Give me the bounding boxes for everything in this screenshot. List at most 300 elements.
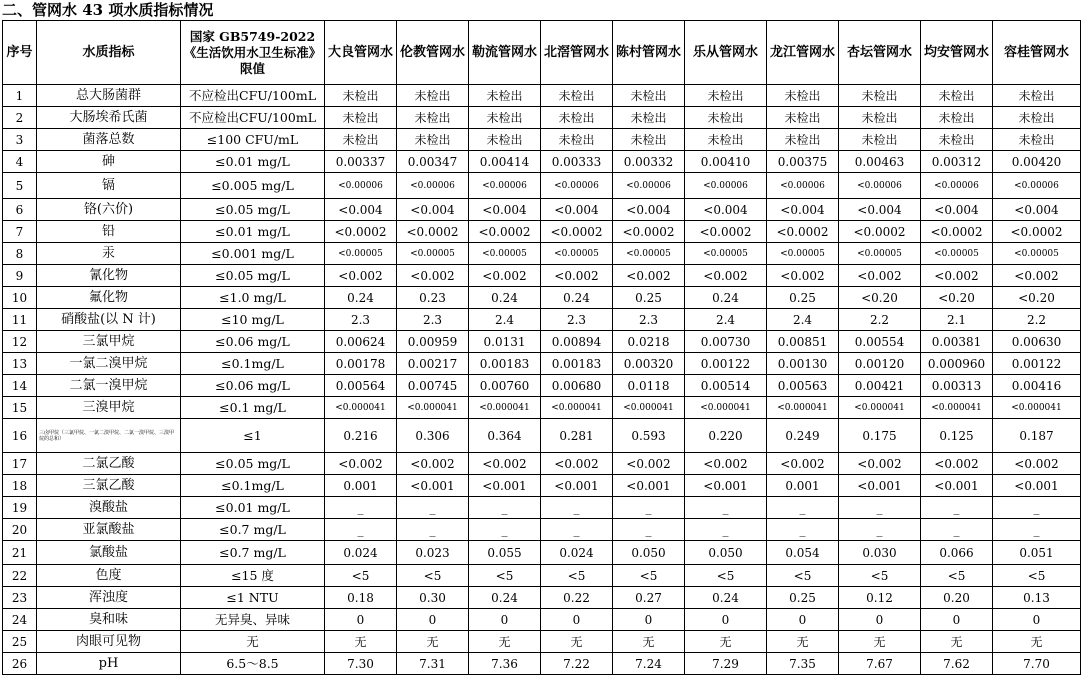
row-value: _ xyxy=(613,497,685,519)
row-seq: 12 xyxy=(3,331,37,353)
row-value: <0.0002 xyxy=(767,221,839,243)
row-value: 0.281 xyxy=(541,419,613,453)
row-value: 无 xyxy=(397,631,469,653)
header-seq: 序号 xyxy=(3,21,37,85)
row-indicator: 汞 xyxy=(37,243,181,265)
row-value: 无 xyxy=(767,631,839,653)
header-indicator: 水质指标 xyxy=(37,21,181,85)
row-value: 0.27 xyxy=(613,587,685,609)
row-value: <0.002 xyxy=(685,453,767,475)
row-value: 0.18 xyxy=(325,587,397,609)
row-value: <5 xyxy=(685,565,767,587)
row-value: <0.00005 xyxy=(767,243,839,265)
row-value: <0.001 xyxy=(685,475,767,497)
header-site: 乐从管网水 xyxy=(685,21,767,85)
row-value: 0.30 xyxy=(397,587,469,609)
row-value: 0.00421 xyxy=(839,375,921,397)
table-row xyxy=(3,453,1081,475)
row-value: <0.002 xyxy=(839,265,921,287)
row-limit: 无 xyxy=(181,631,325,653)
row-value: <0.00005 xyxy=(839,243,921,265)
row-value: <0.002 xyxy=(469,265,541,287)
row-value: 0.12 xyxy=(839,587,921,609)
row-value: <0.004 xyxy=(993,199,1081,221)
row-value: <0.001 xyxy=(993,475,1081,497)
page-title: 二、管网水 43 项水质指标情况 xyxy=(2,1,214,19)
row-value: 0.364 xyxy=(469,419,541,453)
row-limit: ≤100 CFU/mL xyxy=(181,129,325,151)
row-value: 未检出 xyxy=(993,129,1081,151)
row-seq: 25 xyxy=(3,631,37,653)
row-value: 未检出 xyxy=(469,129,541,151)
row-value: <0.00005 xyxy=(541,243,613,265)
table-row xyxy=(3,587,1081,609)
row-value: 0 xyxy=(469,609,541,631)
row-value: 0.187 xyxy=(993,419,1081,453)
row-value: <0.00006 xyxy=(839,173,921,199)
row-value: <0.000041 xyxy=(325,397,397,419)
row-value: 0.00332 xyxy=(613,151,685,173)
table-row xyxy=(3,541,1081,565)
row-seq: 16 xyxy=(3,419,37,453)
row-value: 0.00630 xyxy=(993,331,1081,353)
row-value: 0.00333 xyxy=(541,151,613,173)
row-value: 7.67 xyxy=(839,653,921,675)
row-value: 未检出 xyxy=(469,85,541,107)
row-seq: 8 xyxy=(3,243,37,265)
table-row xyxy=(3,243,1081,265)
row-value: <0.000041 xyxy=(469,397,541,419)
row-limit: ≤0.01 mg/L xyxy=(181,221,325,243)
row-limit: ≤0.7 mg/L xyxy=(181,519,325,541)
table-row xyxy=(3,151,1081,173)
row-indicator: 铬(六价) xyxy=(37,199,181,221)
row-value: 未检出 xyxy=(685,129,767,151)
row-seq: 1 xyxy=(3,85,37,107)
row-value: 2.2 xyxy=(993,309,1081,331)
row-value: <0.001 xyxy=(839,475,921,497)
row-value: 0.00420 xyxy=(993,151,1081,173)
row-value: <0.001 xyxy=(397,475,469,497)
row-value: <0.00006 xyxy=(921,173,993,199)
row-indicator: 硝酸盐(以 N 计) xyxy=(37,309,181,331)
row-value: 0.00122 xyxy=(993,353,1081,375)
row-value: 0.050 xyxy=(685,541,767,565)
row-value: 0.00745 xyxy=(397,375,469,397)
row-value: <0.000041 xyxy=(993,397,1081,419)
row-value: <0.00006 xyxy=(325,173,397,199)
row-value: 0.23 xyxy=(397,287,469,309)
row-value: 0.20 xyxy=(921,587,993,609)
row-value: <0.002 xyxy=(921,453,993,475)
row-value: <0.00005 xyxy=(993,243,1081,265)
row-value: 0.24 xyxy=(469,587,541,609)
row-value: <0.002 xyxy=(993,453,1081,475)
row-value: <0.004 xyxy=(541,199,613,221)
row-value: 无 xyxy=(685,631,767,653)
row-value: 0.051 xyxy=(993,541,1081,565)
row-value: <0.002 xyxy=(397,453,469,475)
row-value: <0.00005 xyxy=(325,243,397,265)
row-value: <5 xyxy=(325,565,397,587)
row-value: <0.0002 xyxy=(469,221,541,243)
row-value: <0.000041 xyxy=(767,397,839,419)
table-row xyxy=(3,199,1081,221)
row-limit: 无异臭、异味 xyxy=(181,609,325,631)
row-value: 未检出 xyxy=(839,129,921,151)
row-value: 0 xyxy=(921,609,993,631)
row-value: <0.000041 xyxy=(921,397,993,419)
row-value: 未检出 xyxy=(469,107,541,129)
row-value: <0.004 xyxy=(397,199,469,221)
row-value: <0.00006 xyxy=(685,173,767,199)
table-row xyxy=(3,565,1081,587)
row-value: <0.0002 xyxy=(839,221,921,243)
table-row xyxy=(3,309,1081,331)
row-value: <0.20 xyxy=(993,287,1081,309)
row-seq: 13 xyxy=(3,353,37,375)
row-value: <0.000041 xyxy=(613,397,685,419)
row-indicator: pH xyxy=(37,653,181,675)
row-value: <0.002 xyxy=(325,265,397,287)
row-value: <0.000041 xyxy=(397,397,469,419)
row-value: <0.001 xyxy=(469,475,541,497)
table-row xyxy=(3,265,1081,287)
header-site: 伦教管网水 xyxy=(397,21,469,85)
row-value: _ xyxy=(397,497,469,519)
row-value: <5 xyxy=(469,565,541,587)
row-value: 0.00122 xyxy=(685,353,767,375)
row-value: 0.001 xyxy=(325,475,397,497)
row-value: 2.4 xyxy=(767,309,839,331)
row-value: <5 xyxy=(921,565,993,587)
row-value: 未检出 xyxy=(993,107,1081,129)
table-row xyxy=(3,497,1081,519)
row-seq: 11 xyxy=(3,309,37,331)
row-value: 2.4 xyxy=(469,309,541,331)
row-value: 0.00178 xyxy=(325,353,397,375)
row-value: 0.00959 xyxy=(397,331,469,353)
row-value: 未检出 xyxy=(397,85,469,107)
row-value: _ xyxy=(993,519,1081,541)
row-value: 未检出 xyxy=(767,85,839,107)
row-value: <0.004 xyxy=(469,199,541,221)
row-value: 0.054 xyxy=(767,541,839,565)
row-value: _ xyxy=(685,497,767,519)
row-seq: 7 xyxy=(3,221,37,243)
row-value: 0.00183 xyxy=(541,353,613,375)
water-quality-table xyxy=(2,20,1081,675)
row-limit: 不应检出CFU/100mL xyxy=(181,107,325,129)
row-limit: ≤0.05 mg/L xyxy=(181,265,325,287)
row-value: <0.002 xyxy=(541,453,613,475)
row-value: 0.249 xyxy=(767,419,839,453)
row-value: <0.001 xyxy=(921,475,993,497)
row-value: 0.00183 xyxy=(469,353,541,375)
header-site: 容桂管网水 xyxy=(993,21,1081,85)
row-value: 0.24 xyxy=(325,287,397,309)
row-value: <0.004 xyxy=(767,199,839,221)
row-indicator: 臭和味 xyxy=(37,609,181,631)
row-seq: 20 xyxy=(3,519,37,541)
row-value: <0.00006 xyxy=(767,173,839,199)
row-value: 无 xyxy=(469,631,541,653)
row-value: 0.000960 xyxy=(921,353,993,375)
row-indicator: 三氯甲烷 xyxy=(37,331,181,353)
row-indicator: 氯酸盐 xyxy=(37,541,181,565)
row-value: _ xyxy=(613,519,685,541)
row-value: <0.0002 xyxy=(541,221,613,243)
row-indicator: 肉眼可见物 xyxy=(37,631,181,653)
row-value: 未检出 xyxy=(839,107,921,129)
row-limit: ≤0.05 mg/L xyxy=(181,453,325,475)
row-value: 0.24 xyxy=(541,287,613,309)
table-row xyxy=(3,221,1081,243)
row-value: 7.29 xyxy=(685,653,767,675)
row-seq: 22 xyxy=(3,565,37,587)
row-value: 未检出 xyxy=(325,85,397,107)
row-indicator: 氟化物 xyxy=(37,287,181,309)
row-value: 0.00313 xyxy=(921,375,993,397)
row-value: 无 xyxy=(839,631,921,653)
row-value: 0.22 xyxy=(541,587,613,609)
row-value: <0.004 xyxy=(921,199,993,221)
row-value: 0.216 xyxy=(325,419,397,453)
row-value: 未检出 xyxy=(767,107,839,129)
row-value: <0.002 xyxy=(767,453,839,475)
row-value: <0.002 xyxy=(767,265,839,287)
row-value: 0.030 xyxy=(839,541,921,565)
row-value: 未检出 xyxy=(921,129,993,151)
header-site: 勒流管网水 xyxy=(469,21,541,85)
row-indicator: 三溴甲烷 xyxy=(37,397,181,419)
row-value: 7.36 xyxy=(469,653,541,675)
row-seq: 21 xyxy=(3,541,37,565)
row-value: <0.000041 xyxy=(839,397,921,419)
row-value: <0.002 xyxy=(921,265,993,287)
row-value: 0.00320 xyxy=(613,353,685,375)
row-limit: ≤0.1 mg/L xyxy=(181,397,325,419)
row-value: 无 xyxy=(541,631,613,653)
row-value: 0.13 xyxy=(993,587,1081,609)
table-row xyxy=(3,419,1081,453)
row-value: 未检出 xyxy=(613,129,685,151)
row-value: 未检出 xyxy=(839,85,921,107)
row-seq: 14 xyxy=(3,375,37,397)
row-value: _ xyxy=(839,519,921,541)
row-value: 0.125 xyxy=(921,419,993,453)
row-value: 0.24 xyxy=(685,587,767,609)
table-row xyxy=(3,631,1081,653)
row-value: _ xyxy=(993,497,1081,519)
row-value: 0.00680 xyxy=(541,375,613,397)
table-row xyxy=(3,353,1081,375)
row-indicator: 氰化物 xyxy=(37,265,181,287)
row-value: 0.00347 xyxy=(397,151,469,173)
row-value: 7.24 xyxy=(613,653,685,675)
row-value: 0.25 xyxy=(767,287,839,309)
header-site: 大良管网水 xyxy=(325,21,397,85)
row-indicator: 三氯乙酸 xyxy=(37,475,181,497)
row-seq: 15 xyxy=(3,397,37,419)
row-value: 无 xyxy=(325,631,397,653)
row-value: _ xyxy=(767,519,839,541)
row-value: 0 xyxy=(993,609,1081,631)
row-value: _ xyxy=(541,497,613,519)
row-value: <0.00006 xyxy=(397,173,469,199)
row-value: 0.023 xyxy=(397,541,469,565)
row-value: _ xyxy=(767,497,839,519)
row-value: 0.0118 xyxy=(613,375,685,397)
row-value: 0.024 xyxy=(541,541,613,565)
row-indicator: 亚氯酸盐 xyxy=(37,519,181,541)
row-value: <0.001 xyxy=(541,475,613,497)
row-limit: ≤1 NTU xyxy=(181,587,325,609)
row-value: 0.024 xyxy=(325,541,397,565)
table-row xyxy=(3,375,1081,397)
row-value: 0.24 xyxy=(469,287,541,309)
row-value: 未检出 xyxy=(993,85,1081,107)
row-value: <0.002 xyxy=(613,265,685,287)
row-value: 0.055 xyxy=(469,541,541,565)
row-value: <5 xyxy=(397,565,469,587)
row-value: <0.004 xyxy=(325,199,397,221)
row-indicator: 溴酸盐 xyxy=(37,497,181,519)
row-value: 0.306 xyxy=(397,419,469,453)
row-limit: ≤0.005 mg/L xyxy=(181,173,325,199)
row-limit: ≤0.7 mg/L xyxy=(181,541,325,565)
row-limit: 不应检出CFU/100mL xyxy=(181,85,325,107)
row-value: <0.0002 xyxy=(613,221,685,243)
row-limit: ≤0.06 mg/L xyxy=(181,375,325,397)
row-value: <0.00005 xyxy=(469,243,541,265)
row-value: 未检出 xyxy=(541,85,613,107)
row-value: <0.001 xyxy=(613,475,685,497)
row-value: 0.00563 xyxy=(767,375,839,397)
row-value: 未检出 xyxy=(921,85,993,107)
row-value: 2.3 xyxy=(397,309,469,331)
header-standard: 国家 GB5749-2022《生活饮用水卫生标准》限值 xyxy=(181,21,325,85)
row-seq: 6 xyxy=(3,199,37,221)
row-value: 无 xyxy=(613,631,685,653)
row-indicator: 大肠埃希氏菌 xyxy=(37,107,181,129)
row-value: 7.70 xyxy=(993,653,1081,675)
row-value: 0.00514 xyxy=(685,375,767,397)
row-value: 0.00375 xyxy=(767,151,839,173)
row-value: <5 xyxy=(541,565,613,587)
row-value: 未检出 xyxy=(613,107,685,129)
row-value: 0.25 xyxy=(767,587,839,609)
row-indicator: 二氯一溴甲烷 xyxy=(37,375,181,397)
row-value: 未检出 xyxy=(767,129,839,151)
row-value: 2.3 xyxy=(541,309,613,331)
row-value: 未检出 xyxy=(685,107,767,129)
table-row xyxy=(3,173,1081,199)
table-row xyxy=(3,519,1081,541)
row-value: 0.00337 xyxy=(325,151,397,173)
row-indicator: 铅 xyxy=(37,221,181,243)
row-value: <0.004 xyxy=(839,199,921,221)
row-value: <0.002 xyxy=(397,265,469,287)
row-limit: ≤0.001 mg/L xyxy=(181,243,325,265)
row-value: _ xyxy=(541,519,613,541)
row-seq: 2 xyxy=(3,107,37,129)
row-value: <5 xyxy=(839,565,921,587)
row-value: <5 xyxy=(993,565,1081,587)
row-indicator: 色度 xyxy=(37,565,181,587)
row-limit: ≤0.05 mg/L xyxy=(181,199,325,221)
row-indicator: 镉 xyxy=(37,173,181,199)
row-value: 0.00564 xyxy=(325,375,397,397)
row-value: 7.22 xyxy=(541,653,613,675)
row-limit: ≤1.0 mg/L xyxy=(181,287,325,309)
row-value: 0.00894 xyxy=(541,331,613,353)
table-row xyxy=(3,609,1081,631)
row-value: 0.00730 xyxy=(685,331,767,353)
row-value: 2.4 xyxy=(685,309,767,331)
row-value: 0.00416 xyxy=(993,375,1081,397)
table-header-row xyxy=(3,21,1081,85)
row-value: <0.00006 xyxy=(613,173,685,199)
row-limit: ≤0.06 mg/L xyxy=(181,331,325,353)
row-value: 0 xyxy=(397,609,469,631)
row-value: 7.35 xyxy=(767,653,839,675)
row-value: 未检出 xyxy=(541,107,613,129)
row-seq: 18 xyxy=(3,475,37,497)
row-value: _ xyxy=(921,519,993,541)
row-value: _ xyxy=(469,519,541,541)
row-value: 0.00463 xyxy=(839,151,921,173)
row-value: <0.20 xyxy=(921,287,993,309)
row-value: _ xyxy=(685,519,767,541)
row-value: <0.000041 xyxy=(685,397,767,419)
row-value: <0.002 xyxy=(613,453,685,475)
table-row xyxy=(3,653,1081,675)
row-value: <0.00006 xyxy=(469,173,541,199)
row-value: 0.00120 xyxy=(839,353,921,375)
row-value: 0.593 xyxy=(613,419,685,453)
row-seq: 10 xyxy=(3,287,37,309)
table-row xyxy=(3,107,1081,129)
row-value: <0.002 xyxy=(839,453,921,475)
row-limit: ≤0.1mg/L xyxy=(181,475,325,497)
row-value: 0.00414 xyxy=(469,151,541,173)
header-site: 杏坛管网水 xyxy=(839,21,921,85)
row-limit: ≤0.01 mg/L xyxy=(181,497,325,519)
row-value: <0.00005 xyxy=(397,243,469,265)
row-limit: ≤10 mg/L xyxy=(181,309,325,331)
row-value: 0.00760 xyxy=(469,375,541,397)
row-value: 未检出 xyxy=(613,85,685,107)
row-limit: ≤0.1mg/L xyxy=(181,353,325,375)
row-value: _ xyxy=(397,519,469,541)
row-value: 2.1 xyxy=(921,309,993,331)
row-limit: 6.5～8.5 xyxy=(181,653,325,675)
row-value: 7.62 xyxy=(921,653,993,675)
row-value: 0.050 xyxy=(613,541,685,565)
row-value: 未检出 xyxy=(325,107,397,129)
row-value: 0.00410 xyxy=(685,151,767,173)
row-value: 0.00217 xyxy=(397,353,469,375)
row-seq: 19 xyxy=(3,497,37,519)
header-site: 北滘管网水 xyxy=(541,21,613,85)
row-value: <0.004 xyxy=(685,199,767,221)
row-value: <0.004 xyxy=(613,199,685,221)
row-value: <0.00006 xyxy=(993,173,1081,199)
row-value: 2.2 xyxy=(839,309,921,331)
row-value: <0.002 xyxy=(993,265,1081,287)
row-value: 未检出 xyxy=(685,85,767,107)
